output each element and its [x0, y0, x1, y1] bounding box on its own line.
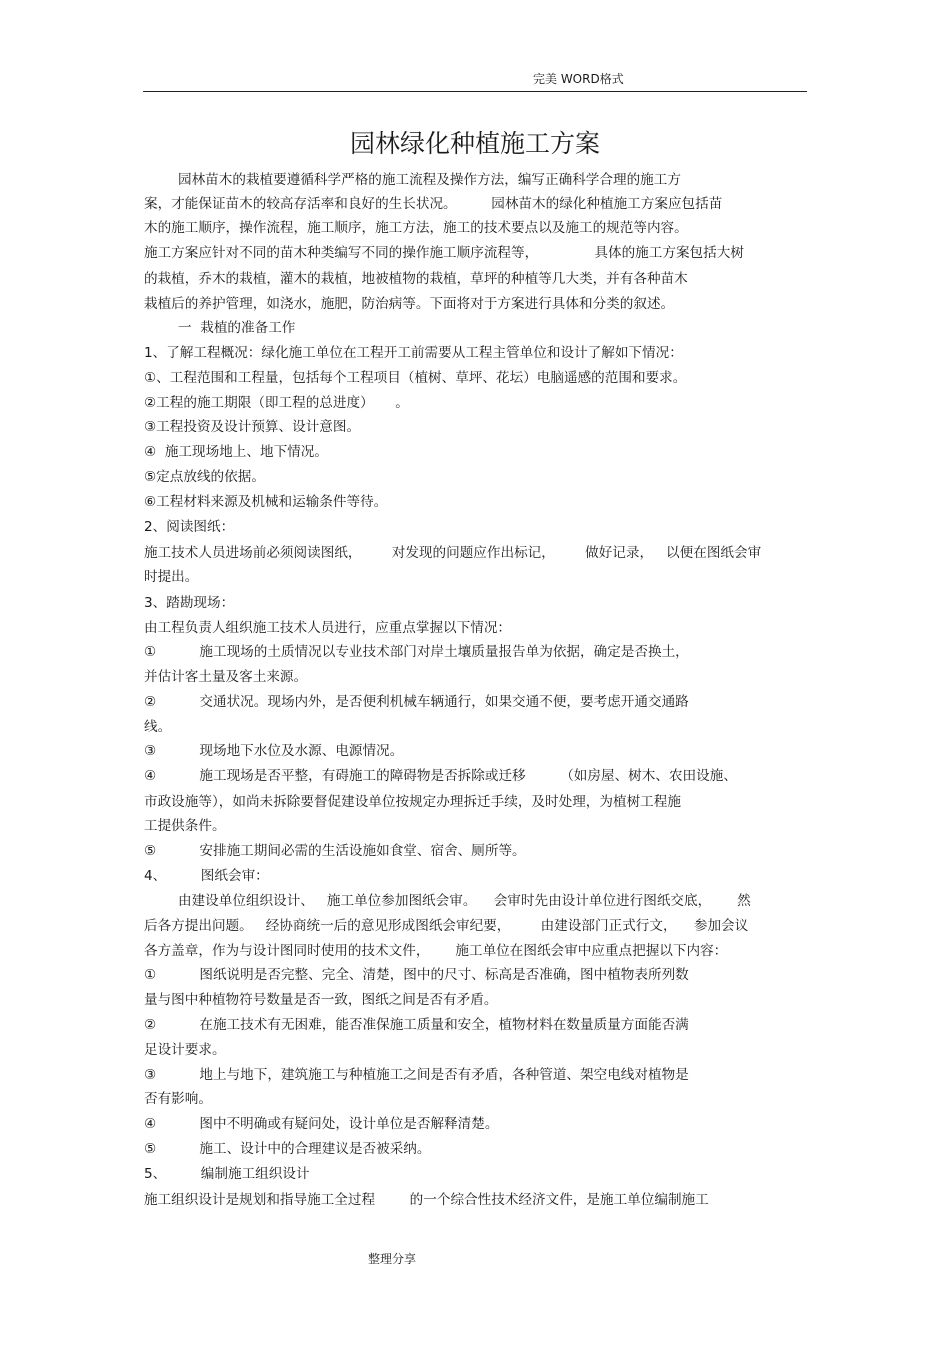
paragraph-line: 施工组织设计是规划和指导施工全过程 的一个综合性技术经济文件，是施工单位编制施工	[144, 1192, 709, 1208]
paragraph-line: 园林苗木的栽植要遵循科学严格的施工流程及操作方法，编写正确科学合理的施工方	[178, 172, 681, 188]
subsection-heading: 3、踏勘现场：	[144, 595, 235, 611]
list-item: 足设计要求。	[144, 1042, 226, 1058]
paragraph-line: 时提出。	[144, 569, 199, 585]
list-item: ① 施工现场的土质情况以专业技术部门对岸土壤质量报告单为依据，确定是否换土，	[144, 644, 689, 660]
paragraph-line: 木的施工顺序，操作流程，施工顺序，施工方法，施工的技术要点以及施工的规范等内容。	[144, 220, 688, 236]
paragraph-line: 各方盖章，作为与设计图同时使用的技术文件， 施工单位在图纸会审中应重点把握以下内容：	[144, 943, 728, 959]
list-item: 线。	[144, 719, 172, 735]
paragraph-line: 的栽植，乔木的栽植，灌木的栽植，地被植物的栽植，草坪的种植等几大类，并有各种苗木	[144, 271, 688, 287]
paragraph-line: 栽植后的养护管理，如浇水，施肥，防治病等。下面将对于方案进行具体和分类的叙述。	[144, 296, 675, 312]
list-item: 否有影响。	[144, 1091, 212, 1107]
list-item: ⑤定点放线的依据。	[144, 469, 265, 485]
paragraph-line: 施工技术人员进场前必须阅读图纸， 对发现的问题应作出标记， 做好记录， 以便在图纸会审	[144, 545, 762, 561]
list-item: ⑤ 施工、设计中的合理建议是否被采纳。	[144, 1141, 431, 1157]
subsection-heading: 4、 图纸会审：	[144, 868, 269, 884]
paragraph-line: 后各方提出问题。 经协商统一后的意见形成图纸会审纪要， 由建设部门正式行文， 参加会议	[144, 918, 749, 934]
page-footer: 整理分享	[368, 1252, 417, 1266]
paragraph-line: 由工程负责人组织施工技术人员进行，应重点掌握以下情况：	[144, 620, 512, 636]
list-item: ④ 图中不明确或有疑问处，设计单位是否解释清楚。	[144, 1116, 499, 1132]
list-item: 市政设施等），如尚未拆除要督促建设单位按规定办理拆迁手续，及时处理，为植树工程施	[144, 794, 681, 810]
list-item: ① 图纸说明是否完整、完全、清楚，图中的尺寸、标高是否准确，图中植物表所列数	[144, 967, 689, 983]
list-item: ④ 施工现场地上、地下情况。	[144, 444, 328, 460]
subsection-heading: 2、阅读图纸：	[144, 519, 235, 535]
subsection-heading: 5、 编制施工组织设计	[144, 1166, 310, 1182]
document-title: 园林绿化种植施工方案	[349, 129, 600, 158]
list-item: 量与图中种植物符号数量是否一致，图纸之间是否有矛盾。	[144, 992, 498, 1008]
list-item: ⑥工程材料来源及机械和运输条件等待。	[144, 494, 388, 510]
list-item: ④ 施工现场是否平整，有碍施工的障碍物是否拆除或迁移 （如房屋、树木、农田设施、	[144, 768, 737, 784]
list-item: 工提供条件。	[144, 818, 226, 834]
paragraph-line: 1、了解工程概况：绿化施工单位在工程开工前需要从工程主管单位和设计了解如下情况：	[144, 345, 683, 361]
list-item: ② 交通状况。现场内外，是否便利机械车辆通行，如果交通不便，要考虑开通交通路	[144, 694, 689, 710]
list-item: ② 在施工技术有无困难，能否准保施工质量和安全，植物材料在数量质量方面能否满	[144, 1017, 689, 1033]
list-item: ②工程的施工期限（即工程的总进度） 。	[144, 395, 409, 411]
list-item: ③工程投资及设计预算、设计意图。	[144, 419, 361, 435]
list-item: ③ 地上与地下，建筑施工与种植施工之间是否有矛盾，各种管道、架空电线对植物是	[144, 1067, 689, 1083]
header-divider	[143, 91, 807, 92]
section-heading: 一 栽植的准备工作	[178, 320, 296, 336]
list-item: 并估计客土量及客土来源。	[144, 669, 308, 685]
header-text: 完美 WORD格式	[533, 72, 624, 86]
paragraph-line: 施工方案应针对不同的苗木种类编写不同的操作施工顺序流程等， 具体的施工方案包括大树	[144, 245, 744, 261]
list-item: ①、工程范围和工程量，包括每个工程项目（植树、草坪、花坛）电脑遥感的范围和要求。	[144, 370, 687, 386]
list-item: ③ 现场地下水位及水源、电源情况。	[144, 743, 404, 759]
paragraph-line: 由建设单位组织设计、 施工单位参加图纸会审。 会审时先由设计单位进行图纸交底， 然	[178, 893, 751, 909]
list-item: ⑤ 安排施工期间必需的生活设施如食堂、宿舍、厕所等。	[144, 843, 526, 859]
paragraph-line: 案，才能保证苗木的较高存活率和良好的生长状况。 园林苗木的绿化种植施工方案应包括苗	[144, 196, 723, 212]
